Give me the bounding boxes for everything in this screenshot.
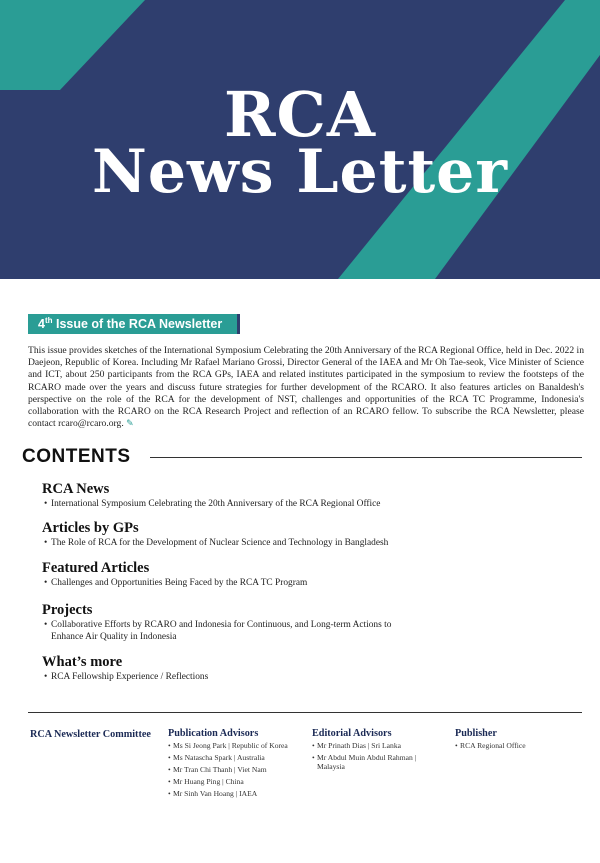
issue-tag-text: Issue of the RCA Newsletter <box>52 317 223 331</box>
issue-tag <box>28 314 240 334</box>
advisor-item: • Mr Sinh Van Hoang | IAEA <box>168 789 258 798</box>
contents-section-rca-news <box>42 481 380 511</box>
section-title: RCA News <box>42 481 110 497</box>
contents-section-whats-more <box>42 654 208 684</box>
intro-paragraph <box>28 345 584 430</box>
cover-banner <box>0 0 600 279</box>
section-item: • Collaborative Efforts by RCARO and Indonesia for Continuous, and Long-term Actions to Enhance Air Quality in Indonesia <box>44 620 392 642</box>
advisor-item: • Mr Huang Ping | China <box>168 777 244 786</box>
banner-title-line2: News Letter <box>92 137 508 207</box>
contents-section-articles-by-gps <box>42 520 388 550</box>
section-title: What’s more <box>42 654 123 670</box>
intro-text: This issue provides sketches of the International Symposium Celebrating the 20th Anniversary of the RCA Regional Office, held in Dec. 2022 in Daejeon, Republic of Korea. Including Mr Rafael Mariano Grossi, Director General of the IAEA and Mr Oh Tae-seok, Vice Minister of Science and ICT, about 250 participants from the RCA GPs, IAEA and related institutes participated in the symposium to review the footsteps of the RCARO made over the years and discuss future strategies for further development of the RCARO. It also features articles on Banaldesh's perspective on the role of the RCA for the development of NST, challenges and opportunities of the RCA TC Programme, Indonesia's collaboration with the RCARO on the RCA Research Project and reflection of an RCARO fellow. To subscribe the RCA Newsletter, please contact rcaro@rcaro.org. <box>28 345 584 430</box>
section-item: • Challenges and Opportunities Being Faced by the RCA TC Program <box>44 578 308 588</box>
contents-section-projects <box>42 602 422 643</box>
section-item: • The Role of RCA for the Development of Nuclear Science and Technology in Bangladesh <box>44 538 389 548</box>
issue-number: 4 <box>38 317 45 331</box>
publisher <box>455 728 575 753</box>
advisor-item: • Mr Tran Chi Thanh | Viet Nam <box>168 765 267 774</box>
section-item: • RCA Fellowship Experience / Reflections <box>44 672 209 682</box>
advisor-item: • Ms Si Jeong Park | Republic of Korea <box>168 741 288 750</box>
section-item: • International Symposium Celebrating the 20th Anniversary of the RCA Regional Office <box>44 499 381 509</box>
advisor-item: • Ms Natascha Spark | Australia <box>168 753 265 762</box>
publisher-item: • RCA Regional Office <box>455 741 526 750</box>
publisher-heading: Publisher <box>455 728 497 739</box>
advisor-item: • Mr Abdul Muin Abdul Rahman | Malaysia <box>312 753 417 772</box>
advisor-item: • Mr Prinath Dias | Sri Lanka <box>312 741 401 750</box>
committee-heading: RCA Newsletter Committee <box>30 729 151 740</box>
contents-section-featured-articles <box>42 560 307 590</box>
contents-heading: CONTENTS <box>22 446 131 467</box>
section-title: Articles by GPs <box>42 520 139 536</box>
publication-advisors <box>168 728 303 801</box>
section-title: Projects <box>42 602 93 618</box>
footer-divider <box>28 712 582 713</box>
banner-title-line1: RCA <box>224 78 376 151</box>
editorial-advisors-heading: Editorial Advisors <box>312 728 392 739</box>
contents-divider <box>150 457 582 458</box>
section-title: Featured Articles <box>42 560 150 576</box>
issue-number-suffix: th <box>44 315 53 325</box>
pen-icon: ✎ <box>126 419 134 430</box>
editorial-advisors <box>312 728 424 774</box>
publication-advisors-heading: Publication Advisors <box>168 728 259 739</box>
